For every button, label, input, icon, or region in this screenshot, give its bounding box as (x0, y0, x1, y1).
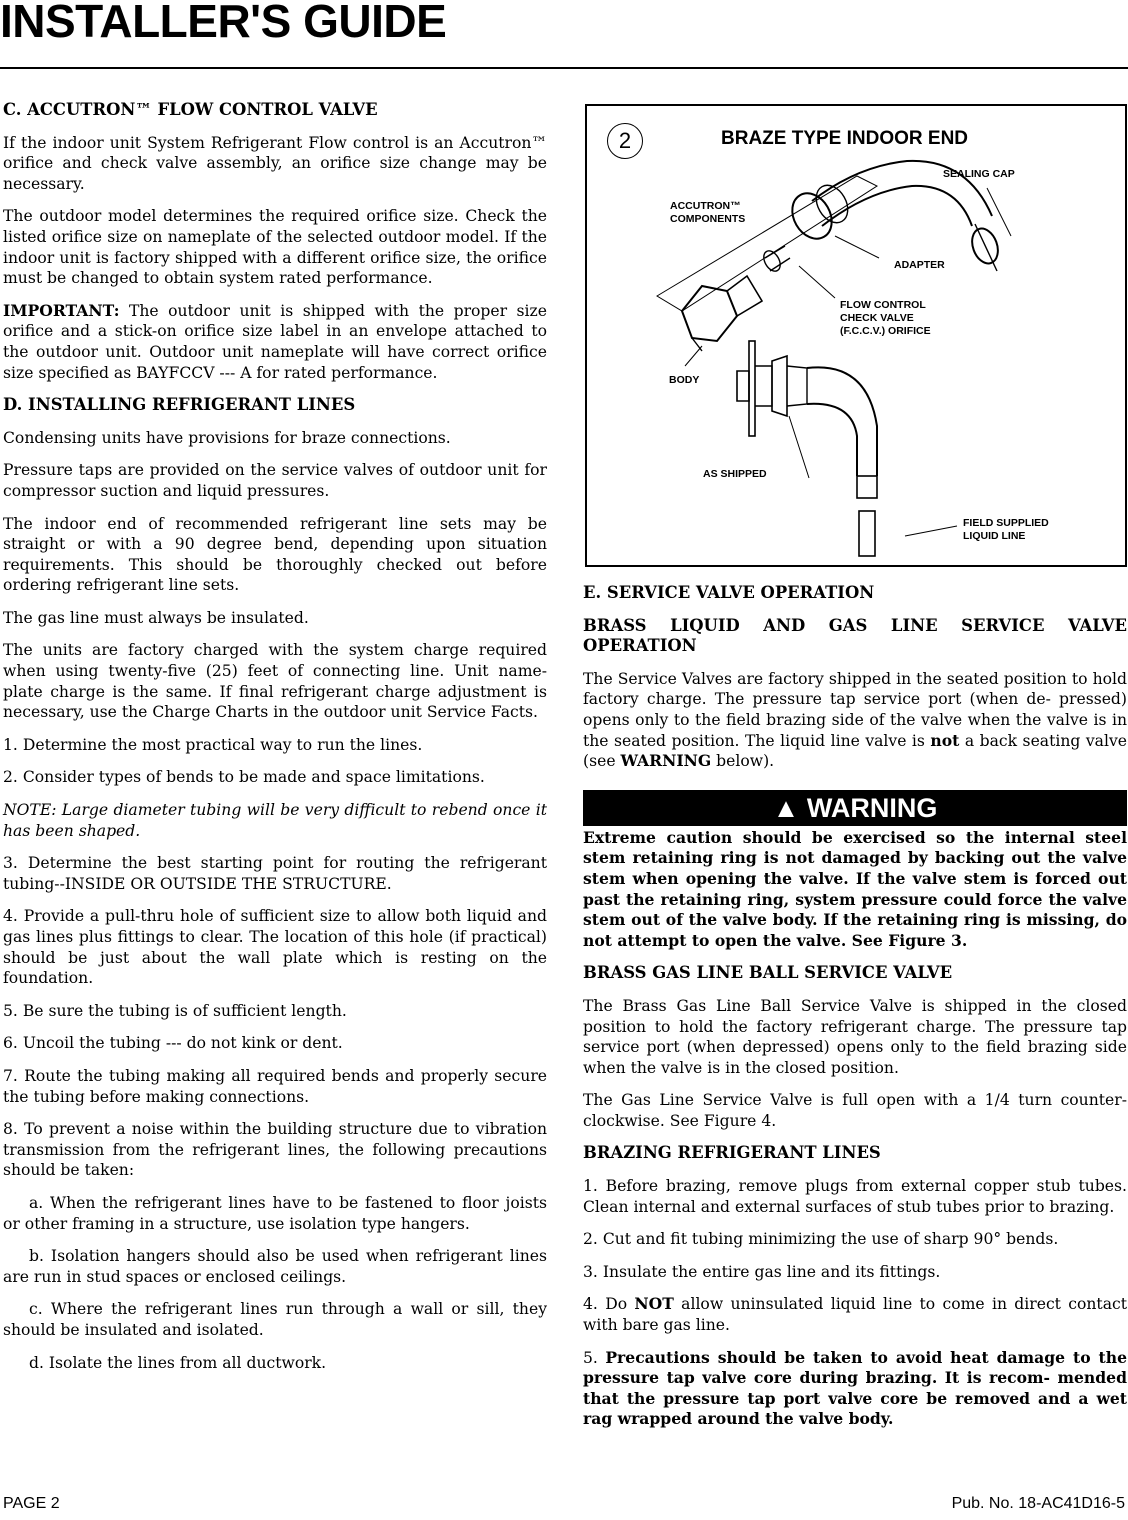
step-item: 4. Provide a pull-thru hole of sufficient size to allow both liquid and gas lines plus fittings to clear. The location of this hole (if practical) should be just about the wall plate which is resting on the foundation. (3, 907, 547, 988)
paragraph: The units are factory charged with the system charge required when using twenty-five (25) feet of connecting line. Unit name- plate charge is the same. If final refrigerant charge adjustment is necessary, use the Charge Charts in the outdoor unit Service Facts. (3, 641, 547, 722)
emphasis-not: not (930, 730, 960, 750)
important-paragraph (3, 301, 547, 383)
label-as-shipped: AS SHIPPED (703, 468, 767, 480)
paragraph: The Brass Gas Line Ball Service Valve is shipped in the closed position to hold the factory refrigerant charge. The pressure tap service port (when depressed) opens only to the field brazing side when the valve is in the closed position. (583, 996, 1127, 1077)
label-body: BODY (669, 374, 700, 386)
label-fccv-orifice: FLOW CONTROL CHECK VALVE (F.C.C.V.) ORIFICE (840, 299, 931, 337)
paragraph: Condensing units have provisions for braze connections. (3, 428, 451, 447)
note: NOTE: Large diameter tubing will be very difficult to rebend once it has been shaped. (3, 801, 547, 840)
step-item: 3. Determine the best starting point for routing the refrigerant tubing--INSIDE OR OUTSIDE THE STRUCTURE. (3, 854, 547, 893)
left-column (3, 100, 547, 1385)
step-item: 5. Be sure the tubing is of sufficient length. (3, 1001, 347, 1020)
step-item: 7. Route the tubing making all required bends and properly secure the tubing before making connections. (3, 1066, 547, 1106)
label-sealing-cap: SEALING CAP (943, 168, 1015, 180)
section-e-heading: E. SERVICE VALVE OPERATION (583, 583, 875, 602)
label-accutron-components: ACCUTRON™ COMPONENTS (670, 200, 746, 225)
section-c-heading: C. ACCUTRON™ FLOW CONTROL VALVE (3, 100, 378, 119)
ball-valve-heading: BRASS GAS LINE BALL SERVICE VALVE (583, 963, 953, 983)
page-number: PAGE 2 (3, 1495, 60, 1512)
figure-title: BRAZE TYPE INDOOR END (721, 128, 969, 149)
figure-number: 2 (607, 123, 643, 159)
important-label: IMPORTANT: (3, 300, 120, 320)
paragraph: The gas line must always be insulated. (3, 608, 309, 627)
step-item: 5. Precautions should be taken to avoid heat damage to the pressure tap valve core during brazing. It is recom- mended that the pressure tap port valve core be removed and a wet rag wrapped around the valve body. (583, 1347, 1127, 1429)
paragraph: The indoor end of recommended refrigerant line sets may be straight or with a 90 degree bend, depending upon situation requirements. This should be thoroughly checked out before ordering refrigerant line sets. (3, 514, 547, 595)
paragraph: If the indoor unit System Refrigerant Flow control is an Accutron™ orifice and check valve assembly, an orifice size change may be necessary. (3, 133, 547, 193)
step-item: 8. To prevent a noise within the building structure due to vibration transmission from the refrigerant lines, the following precautions should be taken: (3, 1120, 547, 1180)
figure-2-braze-indoor-end (585, 104, 1127, 567)
publication-number: Pub. No. 18-AC41D16-5 (951, 1495, 1125, 1512)
sub-step-item: c. Where the refrigerant lines run through a wall or sill, they should be insulated and isolated. (3, 1300, 547, 1339)
step-item: 3. Insulate the entire gas line and its fittings. (583, 1262, 941, 1281)
step-item: 4. Do NOT allow uninsulated liquid line to come in direct contact with bare gas line. (583, 1294, 1127, 1335)
step-item: 6. Uncoil the tubing --- do not kink or dent. (3, 1034, 343, 1053)
warning-text: Extreme caution should be exercised so the internal steel stem retaining ring is not damaged by backing out the valve stem when opening the valve. If the valve stem is forced out past the retaining ring, system pressure could force the valve stem out of the valve body. If the retaining ring is missing, do not attempt to open the valve. See Figure 3. (583, 827, 1127, 950)
page-title: INSTALLER'S GUIDE (0, 0, 447, 47)
sub-step-item: b. Isolation hangers should also be used when refrigerant lines are run in stud spaces or enclosed ceilings. (3, 1247, 547, 1286)
label-field-supplied-liquid-line: FIELD SUPPLIED LIQUID LINE (963, 517, 1049, 542)
paragraph: The outdoor model determines the required orifice size. Check the listed orifice size on nameplate of the selected outdoor model. If the indoor unit is factory shipped with a different orifice size, the orifice must be changed to obtain system rated performance. (3, 207, 547, 288)
step-item: 1. Determine the most practical way to run the lines. (3, 735, 423, 754)
paragraph: The Gas Line Service Valve is full open with a 1/4 turn counter- clockwise. See Figure 4. (583, 1091, 1127, 1130)
step-item: 1. Before brazing, remove plugs from external copper stub tubes. Clean internal and external surfaces of stub tubes prior to brazing. (583, 1177, 1127, 1216)
emphasis-warning: WARNING (620, 751, 712, 771)
paragraph: Pressure taps are provided on the service valves of outdoor unit for compressor suction and liquid pressures. (3, 461, 547, 500)
brazing-heading: BRAZING REFRIGERANT LINES (583, 1143, 881, 1163)
sub-step-item: a. When the refrigerant lines have to be fastened to floor joists or other framing in a structure, use isolation type hangers. (3, 1193, 547, 1233)
warning-banner: ▲ WARNING (583, 790, 1127, 826)
right-column (583, 583, 1127, 1442)
paragraph: The Service Valves are factory shipped in the seated position to hold factory charge. The pressure tap service port (when de- pressed) opens only to the field brazing side of the valve when the valve is in the seated position. The liquid line valve is not a back seating valve (see WARNING below). (583, 669, 1127, 771)
sub-step-item: d. Isolate the lines from all ductwork. (29, 1353, 327, 1372)
step-item: 2. Cut and fit tubing minimizing the use of sharp 90° bends. (583, 1230, 1059, 1249)
label-adapter: ADAPTER (894, 259, 945, 271)
precaution-text: Precautions should be taken to avoid heat damage to the pressure tap valve core during brazing. It is recom- mended that the pressure tap port valve core be removed and a wet rag wrapped around the valve body. (583, 1347, 1127, 1429)
section-d-heading: D. INSTALLING REFRIGERANT LINES (3, 395, 356, 415)
brass-valve-heading: BRASS LIQUID AND GAS LINE SERVICE VALVE OPERATION (583, 615, 1127, 656)
step-item: 2. Consider types of bends to be made and space limitations. (3, 768, 485, 787)
emphasis-not: NOT (634, 1294, 674, 1314)
header-rule (0, 67, 1128, 69)
important-text: The outdoor unit is shipped with the proper size orifice and a stick-on orifice size label in an envelope attached to the outdoor unit. Outdoor unit nameplate will have correct orifice size specified as BAYFCCV --- A for rated performance. (3, 301, 547, 382)
